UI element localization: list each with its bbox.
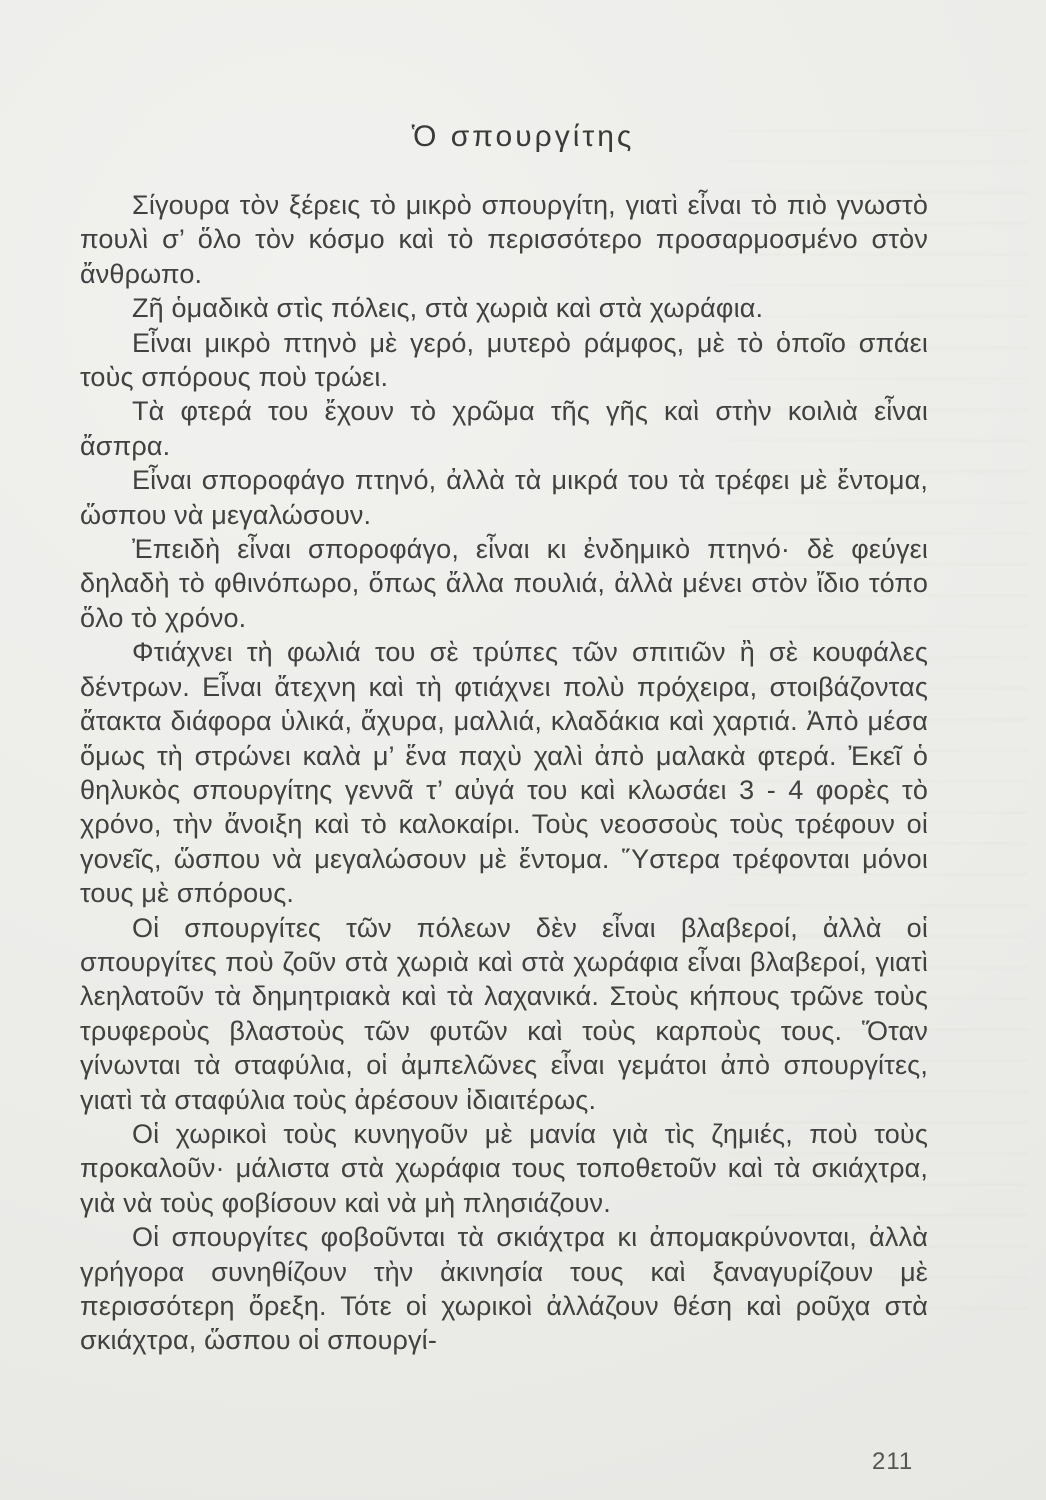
paragraph-9: Οἱ χωρικοὶ τοὺς κυνηγοῦν μὲ μανία γιὰ τὶς ζημιές, ποὺ τοὺς προκαλοῦν· μάλιστα στὰ χωράφια τους τοποθετοῦν καὶ τὰ σκιάχτρα, γιὰ νὰ τοὺς φοβίσουν καὶ νὰ μὴ πλησιάζουν. xyxy=(80,1118,928,1218)
paragraph-7: Φτιάχνει τὴ φωλιά του σὲ τρύπες τῶν σπιτιῶν ἢ σὲ κουφάλες δέντρων. Εἶναι ἄτεχνη καὶ τὴ φτιάχνει πολὺ πρόχειρα, στοιβάζοντας ἄτακτα διάφορα ὑλικά, ἄχυρα, μαλλιά, κλαδάκια καὶ χαρτιά. Ἀπὸ μέσα ὅμως τὴ στρώνει καλὰ μ’ ἕνα παχὺ χαλὶ ἀπὸ μαλακὰ φτερά. Ἐκεῖ ὁ θηλυκὸς σπουργίτης γεννᾶ τ’ αὐγά του καὶ κλωσάει 3 - 4 φορὲς τὸ χρόνο, τὴν ἄνοιξη καὶ τὸ καλοκαίρι. Τοὺς νεοσσοὺς τοὺς τρέφουν οἱ γονεῖς, ὥσπου νὰ μεγαλώσουν μὲ ἔντομα. Ὕστερα τρέφονται μόνοι τους μὲ σπόρους. xyxy=(80,637,928,909)
paragraph-2: Ζῆ ὁμαδικὰ στὶς πόλεις, στὰ χωριὰ καὶ στὰ χωράφια. xyxy=(132,293,764,324)
paragraph-3: Εἶναι μικρὸ πτηνὸ μὲ γερό, μυτερὸ ράμφος, μὲ τὸ ὁποῖο σπάει τοὺς σπόρους ποὺ τρώει. xyxy=(80,327,928,393)
page-title: Ὁ σπουργίτης xyxy=(411,120,635,153)
paragraph-4: Τὰ φτερά του ἔχουν τὸ χρῶμα τῆς γῆς καὶ στὴν κοιλιὰ εἶναι ἄσπρα. xyxy=(80,396,928,461)
article-body xyxy=(80,188,928,1358)
paragraph-10: Οἱ σπουργίτες φοβοῦνται τὰ σκιάχτρα κι ἀπομακρύνονται, ἀλλὰ γρήγορα συνηθίζουν τὴν ἀκινησία τους καὶ ξαναγυρίζουν μὲ περισσότερη ὄρεξη. Τότε οἱ χωρικοὶ ἀλλάζουν θέση καὶ ροῦχα στὰ σκιάχτρα, ὥσπου οἱ σπουργί- xyxy=(80,1222,928,1356)
paragraph-5: Εἶναι σποροφάγο πτηνό, ἀλλὰ τὰ μικρά του τὰ τρέφει μὲ ἔντομα, ὥσπου νὰ μεγαλώσουν. xyxy=(80,465,928,530)
paragraph-6: Ἐπειδὴ εἶναι σποροφάγο, εἶναι κι ἐνδημικὸ πτηνό· δὲ φεύγει δηλαδὴ τὸ φθινόπωρο, ὅπως ἄλλα πουλιά, ἀλλὰ μένει στὸν ἴδιο τόπο ὅλο τὸ χρόνο. xyxy=(80,534,928,633)
paragraph-1: Σίγουρα τὸν ξέρεις τὸ μικρὸ σπουργίτη, γιατὶ εἶναι τὸ πιὸ γνωστὸ πουλὶ σ’ ὅλο τὸν κόσμο καὶ τὸ περισσότερο προσαρμοσμένο στὸν ἄνθρωπο. xyxy=(80,190,928,289)
paragraph-8: Οἱ σπουργίτες τῶν πόλεων δὲν εἶναι βλαβεροί, ἀλλὰ οἱ σπουργίτες ποὺ ζοῦν στὰ χωριὰ καὶ στὰ χωράφια εἶναι βλαβεροί, γιατὶ λεηλατοῦν τὰ δημητριακὰ καὶ τὰ λαχανικά. Στοὺς κήπους τρῶνε τοὺς τρυφεροὺς βλαστοὺς τῶν φυτῶν καὶ τοὺς καρποὺς τους. Ὅταν γίνωνται τὰ σταφύλια, οἱ ἀμπελῶνες εἶναι γεμάτοι ἀπὸ σπουργίτες, γιατὶ τὰ σταφύλια τοὺς ἀρέσουν ἰδιαιτέρως. xyxy=(80,912,928,1115)
page-number: 211 xyxy=(872,1448,914,1475)
